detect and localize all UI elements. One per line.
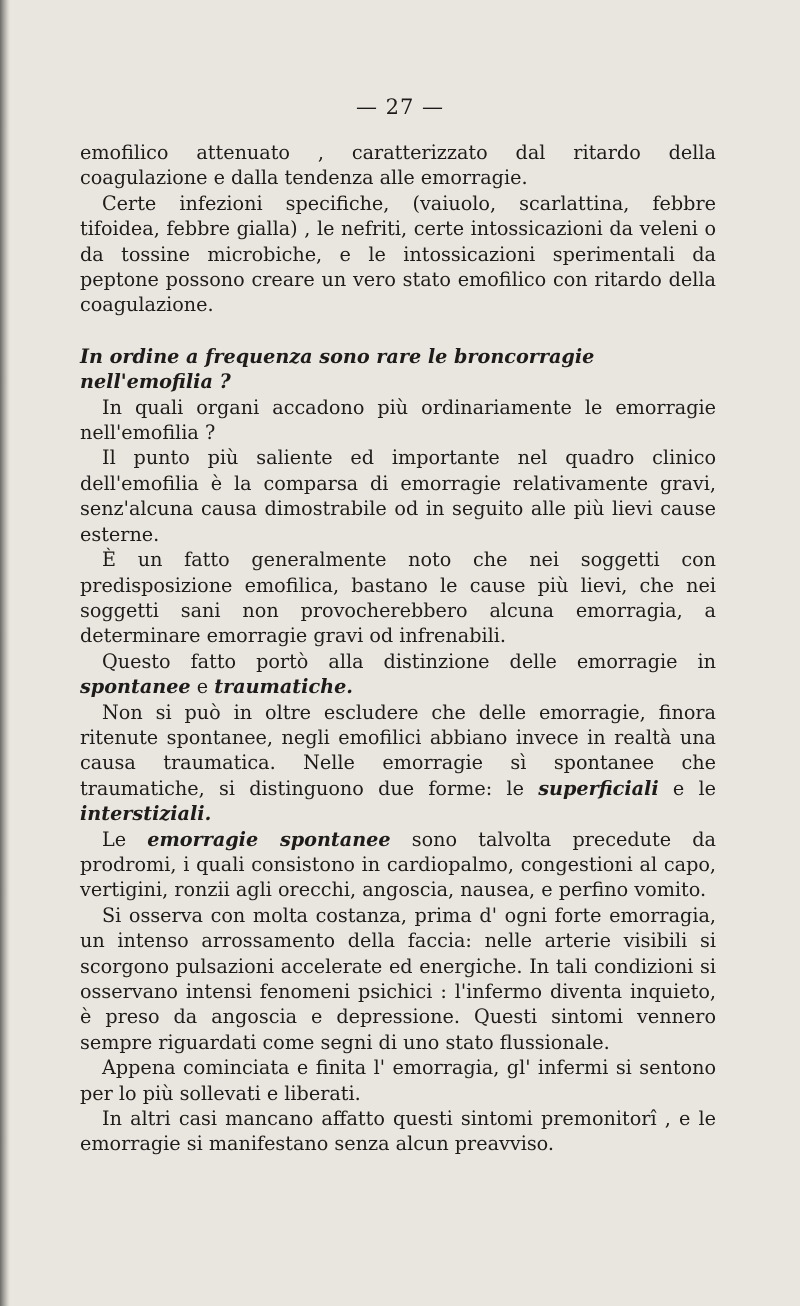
paragraph-no-warning: In altri casi mancano affatto questi sintomi premonitorî , e le emorragie si manifestano senza alcun preavviso.	[80, 1107, 716, 1156]
text-run: Non si può in oltre escludere che delle emorragie, finora ritenute spontanee, negli emofilici abbiano invece in realtà una causa traumatica. Nelle emorragie sì spontanee che traumatiche, si distinguono due forme: le	[80, 700, 716, 800]
text-run: e	[190, 675, 215, 699]
paragraph-predisposition: È un fatto generalmente noto che nei soggetti con predisposizione emofilica, bastano le cause più lievi, che nei soggetti sani non provocherebbero alcuna emorragia, a determinare emorragie gravi od infrenabili.	[80, 548, 716, 648]
paragraph-relief: Appena cominciata e finita l' emorragia, gl' infermi si sentono per lo più sollevati e liberati.	[80, 1056, 716, 1105]
paragraph-two-forms	[80, 700, 716, 827]
section-gap	[80, 318, 716, 344]
term-superficiali: superficiali	[538, 776, 659, 800]
term-interstiziali: interstiziali.	[80, 802, 212, 826]
term-emorragie-spontanee: emorragie spontanee	[147, 827, 391, 851]
section-question-heading: In ordine a frequenza sono rare le broncorragie nell'emofilia ?	[80, 344, 595, 394]
term-spontanee: spontanee	[80, 675, 191, 699]
paragraph-organs-question: In quali organi accadono più ordinariamente le emorragie nell'emofilia ?	[80, 395, 716, 445]
text-run: Questo fatto portò alla distinzione delle emorragie in	[102, 649, 716, 673]
paragraph-symptoms: Si osserva con molta costanza, prima d' ogni forte emorragia, un intenso arrossamento della faccia: nelle arterie visibili si scorgono pulsazioni accelerate ed energiche. In tali condizioni si osservano intensi fenomeni psichici : l'infermo diventa inquieto, è preso da angoscia e depressione. Questi sintomi vennero sempre riguardati come segni di uno stato flussionale.	[80, 903, 716, 1054]
paragraph-clinical-picture: Il punto più saliente ed importante nel quadro clinico dell'emofilia è la comparsa di emorragie relativamente gravi, senz'alcuna causa dimostrabile od in seguito alle più lievi cause esterne.	[80, 446, 716, 546]
page-number: — 27 —	[355, 95, 445, 119]
text-run: sono talvolta precedute da prodromi, i quali consistono in cardiopalmo, congestioni al capo, vertigini, ronzii agli orecchi, angoscia, nausea, e perfino vomito.	[80, 827, 716, 902]
paragraph-infections: Certe infezioni specifiche, (vaiuolo, scarlattina, febbre tifoidea, febbre gialla) , le nefriti, certe intossicazioni da veleni o da tossine microbiche, e le intossicazioni sperimentali da peptone possono creare un vero stato emofilico con ritardo della coagulazione.	[80, 191, 716, 317]
paragraph-distinction	[80, 649, 716, 700]
text-run: Le	[102, 827, 148, 851]
term-traumatiche: traumatiche.	[214, 675, 353, 699]
body-text	[80, 140, 716, 1157]
paragraph-prodromes	[80, 827, 716, 903]
paragraph-continuation: emofilico attenuato , caratterizzato dal ritardo della coagulazione e dalla tendenza alle emorragie.	[80, 141, 716, 190]
text-run: e le	[658, 776, 717, 800]
